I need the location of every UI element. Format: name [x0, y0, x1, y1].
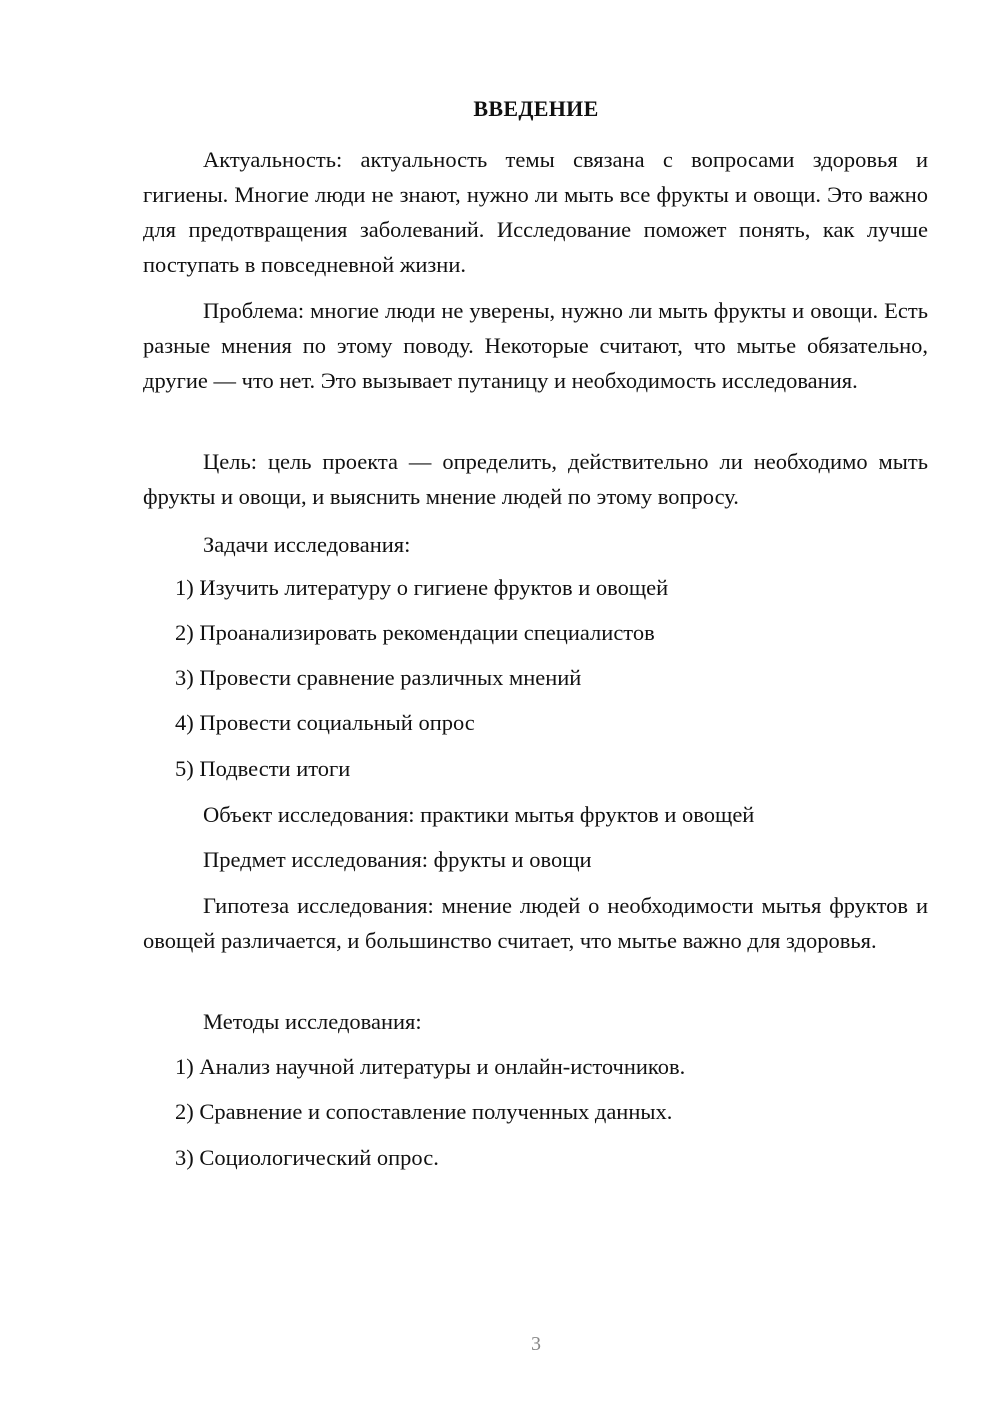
problem-paragraph: Проблема: многие люди не уверены, нужно ли мыть фрукты и овощи. Есть разные мнения по этому поводу. Некоторые считают, что мытье обязательно, другие — что нет. Это вызывает путаницу и необходимость исследования. — [143, 298, 928, 393]
task-item: 3) Провести сравнение различных мнений — [175, 665, 582, 690]
goal-paragraph: Цель: цель проекта — определить, действительно ли необходимо мыть фрукты и овощи, и выяснить мнение людей по этому вопросу. — [143, 449, 928, 509]
page-number: 3 — [531, 1333, 541, 1355]
relevance-paragraph: Актуальность: актуальность темы связана с вопросами здоровья и гигиены. Многие люди не знают, нужно ли мыть все фрукты и овощи. Это важно для предотвращения заболеваний. Исследование поможет понять, как лучше поступать в повседневной жизни. — [143, 147, 928, 277]
hypothesis-paragraph: Гипотеза исследования: мнение людей о необходимости мытья фруктов и овощей различается, и большинство считает, что мытье важно для здоровья. — [143, 893, 928, 953]
method-item: 3) Социологический опрос. — [175, 1145, 439, 1170]
method-item: 2) Сравнение и сопоставление полученных данных. — [175, 1099, 673, 1124]
task-item: 5) Подвести итоги — [175, 756, 351, 781]
tasks-heading: Задачи исследования: — [203, 532, 411, 557]
task-item: 1) Изучить литературу о гигиене фруктов и овощей — [175, 575, 669, 600]
method-item: 1) Анализ научной литературы и онлайн-источников. — [175, 1054, 686, 1079]
task-item: 4) Провести социальный опрос — [175, 710, 475, 735]
subject-line: Предмет исследования: фрукты и овощи — [203, 847, 592, 872]
task-item: 2) Проанализировать рекомендации специалистов — [175, 620, 655, 645]
page-title: ВВЕДЕНИЕ — [473, 96, 599, 121]
object-line: Объект исследования: практики мытья фруктов и овощей — [203, 802, 755, 827]
methods-heading: Методы исследования: — [203, 1009, 422, 1034]
